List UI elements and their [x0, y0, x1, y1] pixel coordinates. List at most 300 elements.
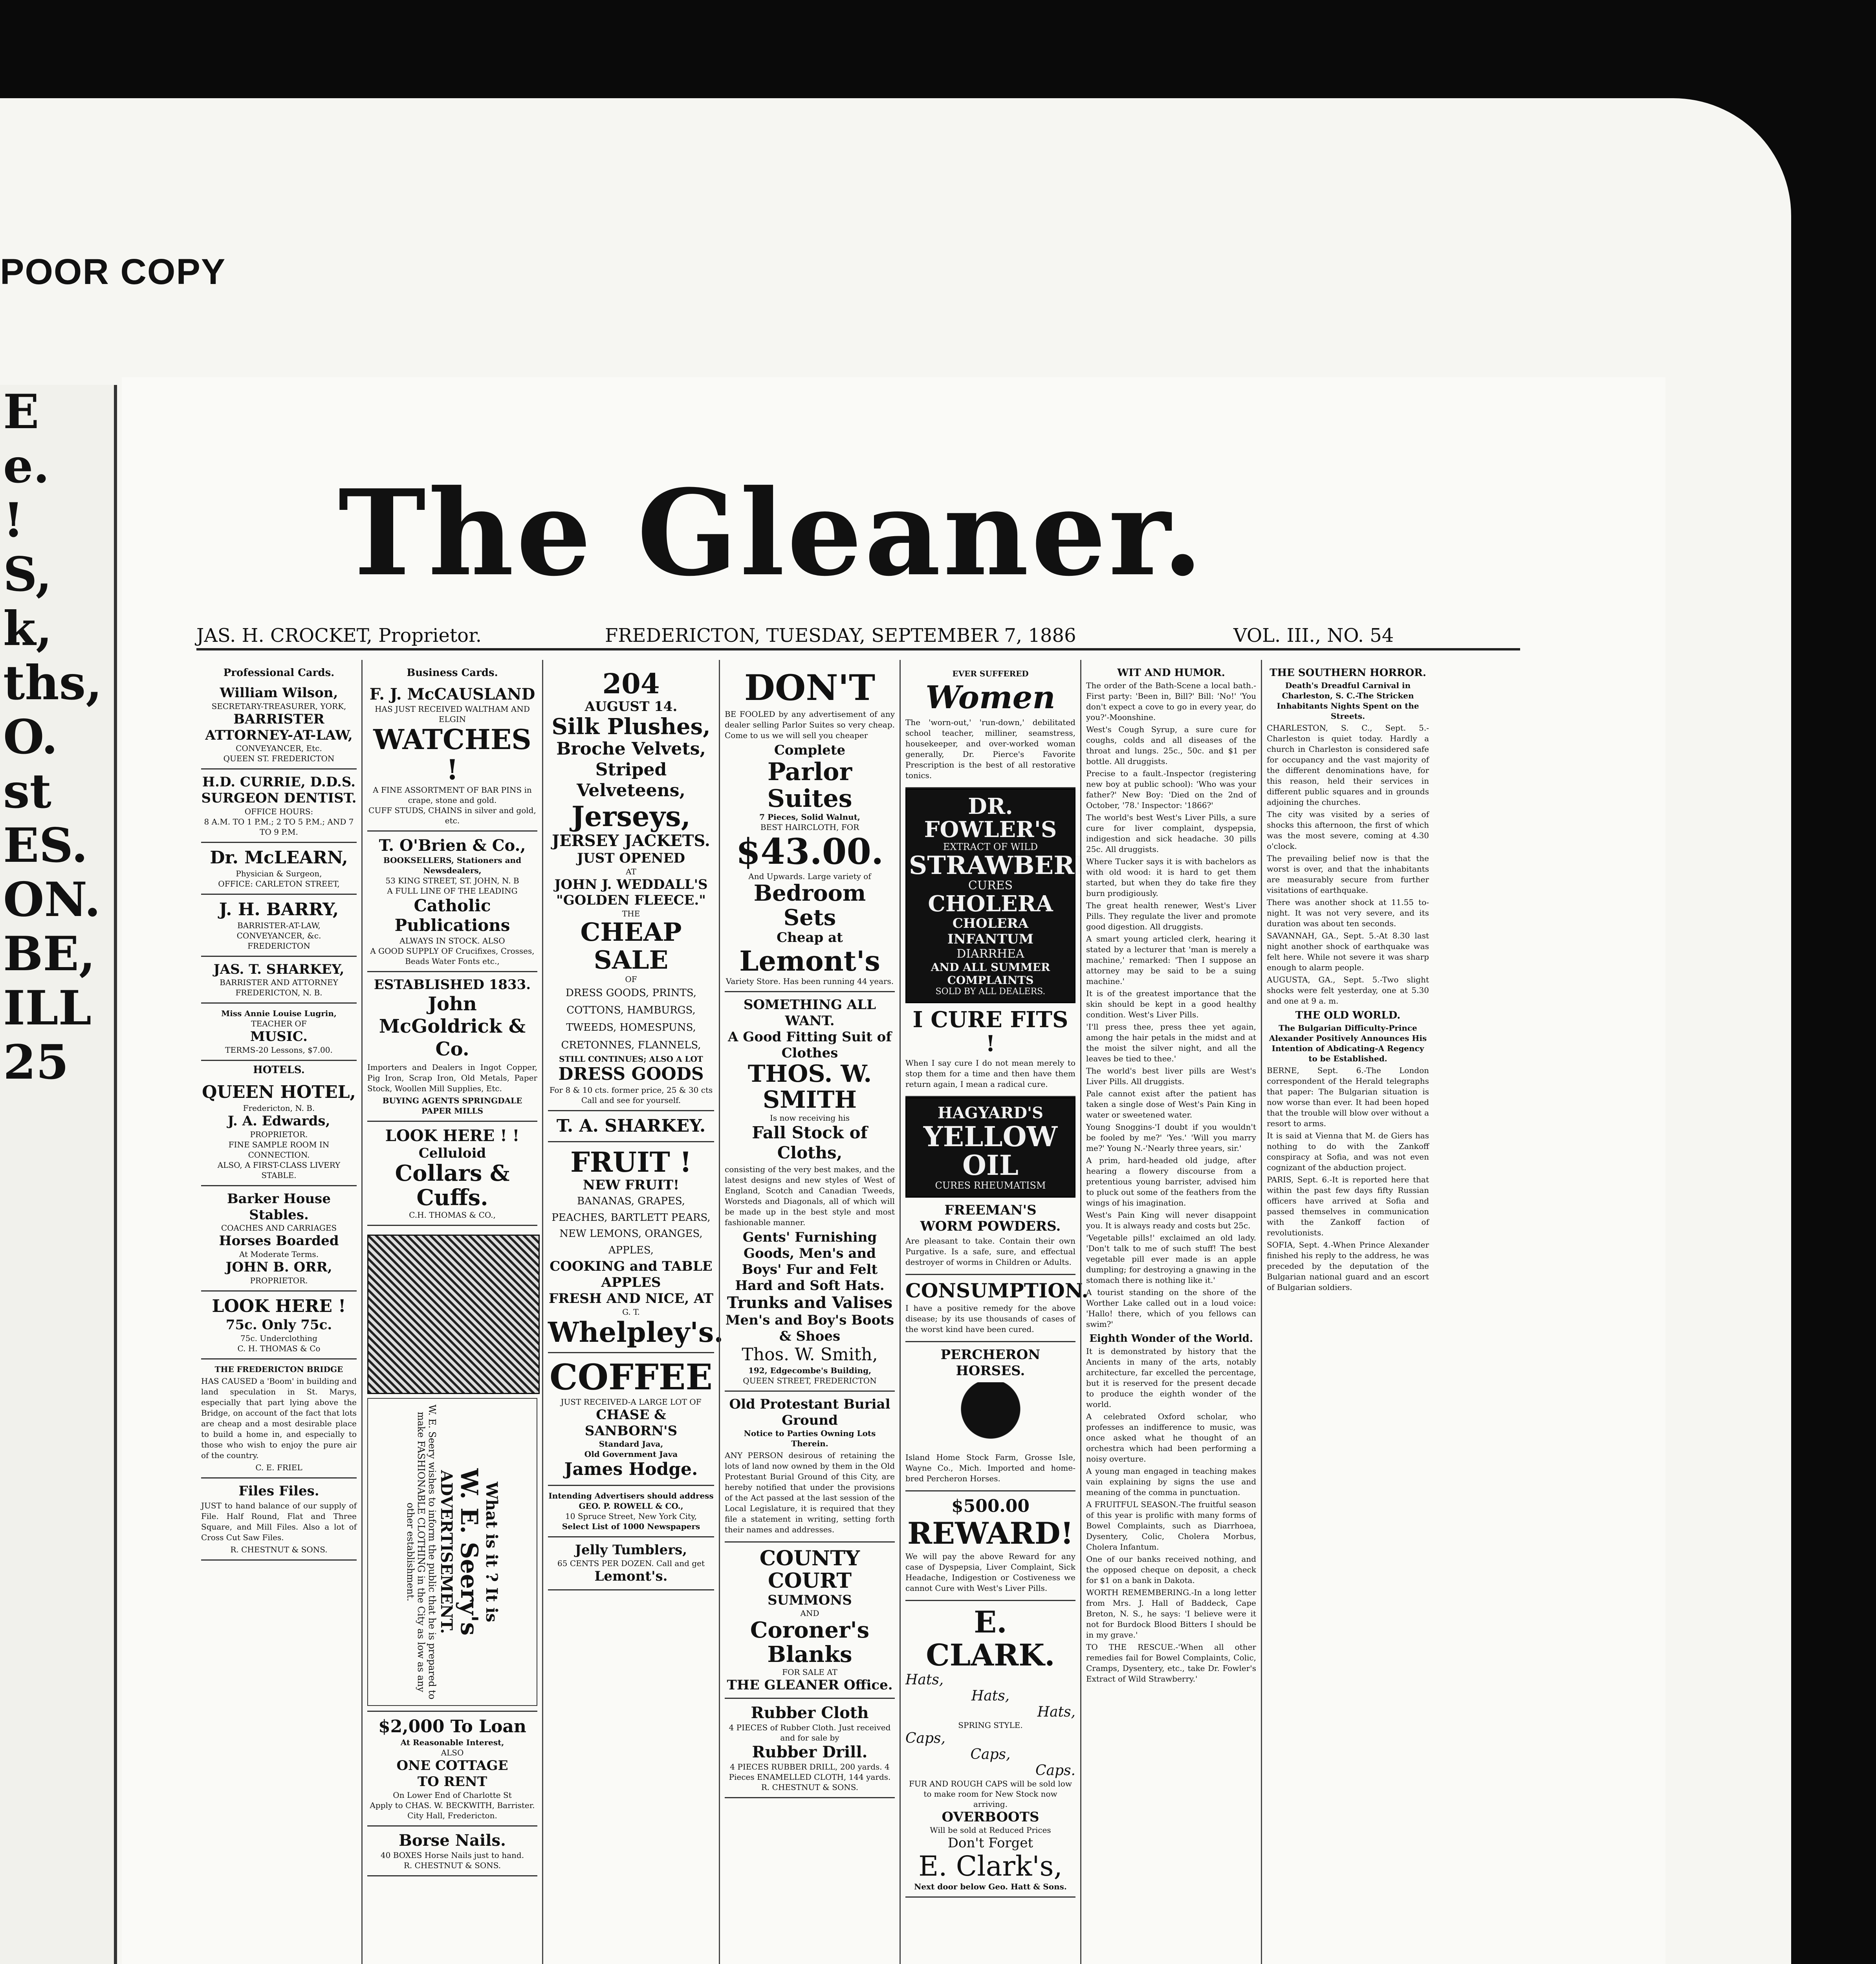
ad-lemont: [725, 664, 895, 992]
notice-headline: Old Protestant Burial Ground: [729, 1396, 890, 1428]
ad-line: And Upwards. Large variety of: [748, 872, 871, 881]
ad-line: At Reasonable Interest,: [400, 1738, 504, 1748]
card-owner-title: PROPRIETOR.: [250, 1275, 308, 1285]
previous-page-edge: [0, 385, 117, 1964]
ad-smith: [725, 992, 895, 1392]
ad-cure-fits: [905, 1003, 1075, 1097]
paragraph: The world's best liver pills are West's Liver Pills. All druggists.: [1086, 1066, 1256, 1086]
edge-fragment: k,: [3, 601, 52, 656]
card-subject: MUSIC.: [250, 1029, 308, 1045]
ad-line: Caps,: [970, 1746, 1011, 1762]
ad-line: JERSEY JACKETS.: [552, 831, 710, 850]
ad-line: CURES RHEUMATISM: [935, 1180, 1046, 1191]
ad-line: DIARRHEA: [956, 947, 1024, 961]
paragraph: The prevailing belief now is that the worst is over, and that the inhabitants are measurably secure from further visitations of earthquake.: [1267, 854, 1429, 895]
ad-list: DRESS GOODS, PRINTS, COTTONS, HAMBURGS, TWEEDS, HOMESPUNS, CRETONNES, FLANNELS,: [561, 987, 701, 1051]
ad-line: CHOLERA INFANTUM: [947, 915, 1034, 947]
ad-whelpley: [548, 1142, 724, 1353]
ad-name: F. J. McCAUSLAND: [369, 685, 535, 704]
rotated-ad-box: [367, 1398, 537, 1706]
paragraph: PARIS, Sept. 6.-It is reported here that within the past few days fifty Russian officers have arrived at Sofia and passed themselves in communication with the Zankoff faction of revolutionists.: [1267, 1175, 1429, 1237]
ad-text: HAS CAUSED a 'Boom' in building and land speculation in St. Marys, especially that part lying above the Bridge, on account of the fact that lots are cheap and a most desirable place to build a home in, and especially to those who wish to enjoy the pure air of the country.: [201, 1376, 357, 1460]
ad-borse-nails: [367, 1827, 537, 1876]
column-business-cards: [361, 660, 542, 1964]
ad-established: ESTABLISHED 1833.: [374, 977, 531, 993]
ad-line: CUFF STUDS, CHAINS in silver and gold, etc.: [368, 806, 536, 825]
column-heading: Professional Cards.: [223, 667, 335, 679]
ad-headline: CONSUMPTION.: [905, 1279, 1088, 1303]
ad-line: TO RENT: [417, 1773, 487, 1790]
card-note: ALSO, A FIRST-CLASS LIVERY STABLE.: [217, 1160, 341, 1180]
ad-headline: LOOK HERE !: [212, 1296, 346, 1316]
ad-headline: Jelly Tumblers,: [575, 1542, 687, 1558]
card-mclearn: [201, 843, 357, 895]
edge-fragment: ES.: [3, 818, 88, 873]
paragraph: A smart young articled clerk, hearing it stated by a lecturer that 'man is merely a machine,' remarked: 'Then I suppose an attorney may be said to be a suing machine.': [1086, 934, 1256, 986]
ad-line: DRESS GOODS: [558, 1064, 704, 1084]
ad-line: "GOLDEN FLEECE.": [556, 892, 706, 909]
card-role: CONVEYANCER, Etc.: [236, 744, 322, 753]
card-currie: [201, 769, 357, 843]
paragraph: It is of the greatest importance that the skin should be kept in a good healthy condition. West's Liver Pills.: [1086, 989, 1256, 1019]
ad-text: 40 BOXES Horse Nails just to hand.: [380, 1850, 524, 1860]
paragraph: The city was visited by a series of shocks this afternoon, the first of which was the most severe, coming at 4.30 o'clock.: [1267, 810, 1429, 851]
ad-headline: I CURE FITS !: [912, 1006, 1068, 1057]
ad-sharkey: [548, 1111, 714, 1143]
card-name: William Wilson,: [220, 685, 338, 701]
ad-line: Gents' Furnishing Goods, Men's and Boys' Fur and Felt Hard and Soft Hats.: [735, 1229, 885, 1293]
ad-name: JOHN J. WEDDALL'S: [554, 876, 708, 892]
card-place: QUEEN ST. FREDERICTON: [223, 754, 335, 764]
ad-name: John McGoldrick & Co.: [379, 993, 526, 1060]
ad-headline: Parlor Suites: [767, 757, 852, 813]
edge-fragment: E: [3, 384, 39, 440]
ad-name: E. CLARK.: [926, 1605, 1055, 1673]
ad-price: $43.00.: [736, 831, 884, 873]
ad-headline: CHEAP SALE: [580, 918, 682, 975]
ad-sign: C.H. THOMAS & CO.,: [409, 1210, 496, 1220]
ad-list: BANANAS, GRAPES, PEACHES, BARTLETT PEARS, NEW LEMONS, ORANGES, APPLES,: [551, 1195, 711, 1256]
ad-line: Men's and Boy's Boots & Shoes: [725, 1312, 894, 1345]
ad-line: ONE COTTAGE: [396, 1758, 508, 1774]
ad-line: A FINE ASSORTMENT OF BAR PINS in crape, stone and gold.: [373, 785, 532, 805]
paragraph: A FRUITFUL SEASON.-The fruitful season of this year is prolific with many forms of Bowel Complaints, such as Diarrhoea, Dysentery, Colic, Cholera Morbus, Cholera Infantum.: [1086, 1500, 1256, 1552]
card-barker: [201, 1186, 357, 1292]
ad-text: Are pleasant to take. Contain their own Purgative. Is a safe, sure, and effectual destroyer of worms in Children or Adults.: [905, 1236, 1075, 1267]
horse-icon: [955, 1382, 1026, 1449]
paragraph: SOFIA, Sept. 4.-When Prince Alexander finished his reply to the address, he was preceded by the deputation of the Bulgarian national guard and an escort of Bulgarian soldiers.: [1267, 1240, 1429, 1292]
ad-loan: [367, 1712, 537, 1826]
paragraph: CHARLESTON, S. C., Sept. 5.-Charleston is quiet today. Hardly a church in Charleston is considered safe for occupancy and the vast majority of the different denominations have, for this reason, held their services in different public squares and in grounds adjoining the churches.: [1267, 723, 1429, 807]
column-heading: Business Cards.: [407, 667, 498, 679]
ad-women: [905, 664, 1075, 788]
ad-place: QUEEN STREET, FREDERICTON: [743, 1376, 877, 1385]
card-wilson: [201, 680, 357, 769]
ad-headline: Women: [925, 679, 1055, 716]
paragraph: Where Tucker says it is with bachelors as with old wood: it is hard to get them started, but when they do take fire they burn prodigiously.: [1086, 857, 1256, 898]
paragraph: 'Vegetable pills!' exclaimed an old lady. 'Don't talk to me of such stuff! The best vegetable pill ever made is an apple dumpling; for destroying a gnawing in the stomach there is nothing like it.': [1086, 1233, 1256, 1285]
ad-reward: [905, 1491, 1075, 1601]
ad-headline: Catholic Publications: [394, 896, 510, 935]
ad-line: Jerseys,: [572, 800, 691, 833]
card-name: QUEEN HOTEL,: [202, 1082, 356, 1103]
notice-subhead: Notice to Parties Owning Lots Therein.: [744, 1429, 876, 1449]
ad-line: Broche Velvets,: [556, 739, 706, 759]
newspaper-page: [122, 377, 1665, 1964]
ad-headline: Files Files.: [238, 1483, 319, 1499]
column-news: [1261, 660, 1434, 1964]
paragraph: A celebrated Oxford scholar, who professes an indifference to music, was once asked what he thought of an orchestra which had been performing a noisy overture.: [1086, 1412, 1256, 1464]
ad-mcgoldrick: [367, 972, 537, 1122]
edge-fragment: ILL: [3, 980, 92, 1036]
ad-line: 7 Pieces, Solid Walnut,: [759, 812, 860, 822]
ad-line: Complete: [774, 742, 846, 758]
ad-text: consisting of the very best makes, and the latest designs and new styles of West of England, Scotch and Canadian Tweeds, Worsteds and Diagonals, all of which will be made up in the best style and most fashionable manner.: [725, 1165, 895, 1228]
card-queen-hotel: [201, 1077, 357, 1186]
card-name: J. H. BARRY,: [219, 899, 339, 920]
card-title: SECRETARY-TREASURER, YORK,: [211, 701, 346, 711]
ad-name: James Hodge.: [564, 1459, 698, 1480]
paragraph: There was another shock at 11.55 to-night. It was not very severe, and its duration was about ten seconds.: [1267, 898, 1429, 928]
paragraph: AUGUSTA, GA., Sept. 5.-Two slight shocks were felt yesterday, one at 5.30 and one at 9 a. m.: [1267, 975, 1429, 1006]
card-title: BARRISTER AND ATTORNEY: [220, 978, 338, 987]
ad-headline: Rubber Cloth: [751, 1704, 869, 1722]
ad-files: [201, 1478, 357, 1561]
edge-fragment: st: [3, 764, 51, 819]
ad-line: CURES: [968, 878, 1013, 892]
paragraph: WORTH REMEMBERING.-In a long letter from Mrs. J. Hall of Baddeck, Cape Breton, N. S., he says: 'I believe were it not for Burdock Blood Bitters I should be in my grave.': [1086, 1588, 1256, 1640]
ad-name: Whelpley's.: [548, 1315, 724, 1348]
paragraph: A tourist standing on the shore of the Worther Lake called out in a loud voice: 'Hallo! there, which of you fellows can swim?': [1086, 1288, 1256, 1329]
edge-fragment: BE,: [3, 926, 95, 982]
ad-sign: Apply to CHAS. W. BECKWITH, Barrister. City Hall, Fredericton.: [370, 1800, 535, 1820]
ad-line: CHOLERA: [928, 890, 1053, 917]
column-heading: THE OLD WORLD.: [1295, 1009, 1401, 1021]
ad-weddall: [548, 664, 714, 1111]
card-note: FINE SAMPLE ROOM IN CONNECTION.: [228, 1140, 330, 1160]
card-title: SURGEON DENTIST.: [201, 790, 357, 806]
ad-line: HAS JUST RECEIVED WALTHAM AND ELGIN: [375, 704, 530, 724]
ad-line: Hats,: [1037, 1704, 1075, 1720]
ad-mccausland: [367, 680, 537, 832]
ad-seery: [367, 1226, 537, 1712]
ad-title: BOOKSELLERS, Stationers and Newsdealers,: [383, 856, 522, 875]
ad-headline: THE FREDERICTON BRIDGE: [214, 1364, 343, 1374]
place-date: FREDERICTON, TUESDAY, SEPTEMBER 7, 1886: [605, 625, 1076, 647]
ad-name: T. A. SHARKEY.: [556, 1116, 706, 1136]
card-name: H.D. CURRIE, D.D.S.: [202, 774, 356, 790]
ad-line: BEST HAIRCLOTH, FOR: [760, 823, 859, 832]
ad-headline: Fall Stock of Cloths,: [752, 1123, 868, 1162]
woodcut-illustration: [367, 1235, 540, 1394]
ad-line: BUYING AGENTS SPRINGDALE PAPER MILLS: [382, 1096, 522, 1116]
ad-clark: [905, 1601, 1075, 1898]
card-place: FREDERICTON: [247, 941, 310, 951]
ad-line: On Lower End of Charlotte St: [393, 1790, 512, 1800]
ad-text: 4 PIECES RUBBER DRILL, 200 yards. 4 Pieces ENAMELLED CLOTH, 144 yards.: [729, 1762, 891, 1782]
card-role: ATTORNEY-AT-LAW,: [205, 727, 353, 743]
card-line: COACHES AND CARRIAGES: [221, 1223, 337, 1233]
card-line: Horses Boarded: [219, 1233, 339, 1249]
ad-name: THOS. W. SMITH: [747, 1060, 872, 1114]
ad-rubber: [725, 1699, 895, 1798]
ad-headline: LOOK HERE ! !: [385, 1127, 520, 1145]
ad-headline: WORM POWDERS.: [920, 1218, 1061, 1234]
ad-name: HAGYARD'S: [937, 1103, 1044, 1122]
ad-headline: Bedroom Sets: [753, 880, 866, 931]
ad-name: T. O'Brien & Co.,: [379, 836, 526, 855]
ad-line: Variety Store. Has been running 44 years.: [725, 977, 894, 986]
ad-text: When I say cure I do not mean merely to stop them for a time and then have them return again, I mean a radical cure.: [905, 1058, 1075, 1089]
ad-coffee: [548, 1353, 714, 1486]
paragraph: One of our banks received nothing, and the opposed cheque on deposit, a check for $1 on a bank in Dakota.: [1086, 1554, 1256, 1585]
card-lugrin: [201, 1004, 357, 1061]
card-office: OFFICE: CARLETON STREET,: [218, 879, 340, 889]
paragraph: The order of the Bath-Scene a local bath.-First party: 'Been in, Bill?' Bill: 'No!' 'You don't expect a cove to go in every year, do you?'-Moonshine.: [1086, 681, 1256, 722]
ad-line: SOLD BY ALL DEALERS.: [935, 986, 1046, 997]
ad-line: SPRING STYLE.: [958, 1720, 1023, 1730]
ad-amount: $500.00: [951, 1496, 1030, 1516]
paragraph: The world's best West's Liver Pills, a sure cure for liver complaint, dyspepsia, indigestion and sick headache. 30 pills 25c. All druggists.: [1086, 813, 1256, 854]
ad-consumption: [905, 1275, 1088, 1342]
paragraph: West's Cough Syrup, a sure cure for coughs, colds and all diseases of the throat and lungs. 25c., 50c. and $1 per bottle. All druggists.: [1086, 725, 1256, 766]
ad-sign: Thos. W. Smith,: [742, 1344, 878, 1365]
notice-burial: [725, 1392, 895, 1543]
edge-fragment: O.: [3, 709, 58, 765]
ad-name: DR. FOWLER'S: [924, 793, 1057, 843]
card-line: At Moderate Terms.: [239, 1249, 319, 1259]
ad-line: Don't Forget: [947, 1835, 1033, 1851]
ad-name: E. Clark's,: [918, 1850, 1063, 1883]
ad-line: Will be sold at Reduced Prices: [930, 1825, 1051, 1835]
ad-line: A Good Fitting Suit of Clothes: [728, 1029, 892, 1061]
ad-sign: R. CHESTNUT & SONS.: [761, 1783, 859, 1792]
rotated-line: ADVERTISEMENT.: [437, 1470, 456, 1634]
ad-line: Intending Advertisers should address: [548, 1491, 714, 1501]
ad-headline: Borse Nails.: [399, 1831, 506, 1850]
paragraph: Precise to a fault.-Inspector (registering new boy at public school): 'Who was your father?' New Boy: 'Died on the 2nd of October, '78.' Inspector: '1866?': [1086, 769, 1256, 810]
ad-headline: FRUIT !: [570, 1146, 692, 1179]
card-role: CONVEYANCER, &c.: [236, 931, 321, 940]
paragraph: BERNE, Sept. 6.-The London correspondent of the Herald telegraphs that paper: The Bulgarian situation is now worse than ever. It had been hoped that the trouble will blow over without a resort to arms.: [1267, 1066, 1429, 1128]
card-place: FREDERICTON, N. B.: [235, 988, 322, 998]
ad-line: Call and see for yourself.: [581, 1095, 681, 1105]
edge-fragment: S,: [3, 547, 52, 602]
ad-line: JUST RECEIVED-A LARGE LOT OF: [561, 1397, 702, 1407]
ad-line: Old Government Java: [584, 1449, 678, 1459]
paragraph: A prim, hard-headed old judge, after hearing a flowery discourse from a pretentious young barrister, advised him to pluck out some of the feathers from the wings of his imagination.: [1086, 1156, 1256, 1207]
ad-headline: COUNTY COURT: [759, 1546, 860, 1593]
ad-headline: REWARD!: [907, 1515, 1074, 1551]
ad-sign: R. CHESTNUT & SONS.: [230, 1545, 328, 1555]
ad-headline: STRAWBERRY: [909, 850, 1113, 880]
card-owner-title: PROPRIETOR.: [250, 1129, 308, 1139]
ad-headline: PERCHERON HORSES.: [940, 1347, 1041, 1379]
ad-line: AND: [800, 1609, 819, 1618]
column-heading: THE SOUTHERN HORROR.: [1270, 667, 1426, 679]
card-owner: J. A. Edwards,: [227, 1113, 330, 1129]
ad-line: SUMMONS: [768, 1592, 852, 1608]
ad-line: ALWAYS IN STOCK. ALSO: [399, 936, 505, 945]
paragraph: Young Snoggins-'I doubt if you wouldn't be fooled by me?' 'Yes.' 'Will you marry me?' Young N.-'Nearly three years, sir.': [1086, 1122, 1256, 1153]
column-patent-medicines: [900, 660, 1113, 1964]
ad-percheron: [905, 1342, 1075, 1491]
card-name: JAS. T. SHARKEY,: [213, 961, 344, 977]
ad-address: 10 Spruce Street, New York City,: [565, 1511, 697, 1521]
card-owner: JOHN B. ORR,: [225, 1259, 332, 1275]
ad-text: Importers and Dealers in Ingot Copper, Pig Iron, Scrap Iron, Old Metals, Paper Stock, Woollen Mill Supplies, Etc.: [367, 1063, 537, 1094]
ad-text: 4 PIECES of Rubber Cloth. Just received and for sale by: [729, 1723, 891, 1743]
ad-name: GEO. P. ROWELL & CO.,: [579, 1501, 683, 1511]
ad-text: FUR AND ROUGH CAPS will be sold low to make room for New Stock now arriving.: [909, 1779, 1072, 1809]
ad-line: COOKING and TABLE APPLES: [550, 1259, 713, 1291]
ad-hagyards: [905, 1097, 1075, 1198]
ad-line: Trunks and Valises: [727, 1293, 893, 1312]
ad-celluloid: [367, 1122, 537, 1226]
masthead-title: The Gleaner.: [338, 464, 1206, 602]
subheading: Eighth Wonder of the World.: [1089, 1333, 1253, 1345]
column-wit-humor: [1080, 660, 1261, 1964]
ad-line: Celluloid: [418, 1145, 486, 1162]
ad-line: Is now receiving his: [769, 1113, 850, 1123]
ad-line: A FULL LINE OF THE LEADING: [387, 886, 518, 896]
ad-line: Hats,: [971, 1687, 1010, 1704]
paragraph: SAVANNAH, GA., Sept. 5.-At 8.30 last night another shock of earthquake was felt here. While not severe it was sharp enough to alarm people.: [1267, 931, 1429, 972]
ad-headline: Rubber Drill.: [752, 1743, 868, 1762]
ad-sign: C. E. FRIEL: [255, 1462, 302, 1472]
paragraph: Pale cannot exist after the patient has taken a single dose of West's Pain King in water or sweetened water.: [1086, 1089, 1256, 1119]
ad-headline: COFFEE: [549, 1356, 713, 1398]
card-place: Fredericton, N. B.: [243, 1103, 315, 1113]
ad-line: EXTRACT OF WILD: [943, 841, 1038, 852]
paragraph: 'I'll press thee, press thee yet again, among the hair petals in the midst and at the moist the silver night, and all the leaves be tied to thee.': [1086, 1022, 1256, 1063]
ad-headline: WATCHES !: [373, 723, 531, 786]
ad-county-court: [725, 1543, 895, 1699]
ad-price: 75c. Only 75c.: [225, 1317, 332, 1333]
rotated-headline: W. E. Seery's: [455, 1468, 483, 1636]
column-professional-cards: [196, 660, 361, 1964]
ad-sign: R. CHESTNUT & SONS.: [403, 1860, 501, 1870]
ad-line: Standard Java,: [599, 1439, 663, 1449]
ad-headline: $2,000 To Loan: [378, 1717, 526, 1737]
ad-sign: C. H. THOMAS & Co: [237, 1343, 321, 1353]
ad-headline: Coroner's Blanks: [750, 1617, 870, 1668]
card-name: Barker House Stables.: [227, 1191, 331, 1223]
subheading: Death's Dreadful Carnival in Charleston, S. C.-The Stricken Inhabitants Nights Spent on the Streets.: [1277, 681, 1419, 721]
ad-line: CHASE & SANBORN'S: [584, 1407, 678, 1439]
card-sharkey: [201, 957, 357, 1004]
ad-line: Caps.: [1035, 1762, 1075, 1779]
card-name: Miss Annie Louise Lugrin,: [221, 1009, 337, 1019]
ad-number: 204: [602, 667, 660, 700]
paragraph: A young man engaged in teaching makes vain explaining by signs the use and meaning of the comma in punctuation.: [1086, 1466, 1256, 1497]
ad-line: AT: [626, 867, 636, 876]
ad-rowell: [548, 1486, 714, 1537]
paragraph: TO THE RESCUE.-'When all other remedies fail for Bowel Complaints, Colic, Cramps, Dysentery, etc., take Dr. Fowler's Extract of Wild Strawberry.': [1086, 1642, 1256, 1684]
ad-fowlers: [905, 788, 1113, 1003]
volume: VOL. III., NO. 54: [1233, 625, 1394, 647]
ad-line: Select List of 1000 Newspapers: [562, 1522, 700, 1532]
ad-line: ALSO: [441, 1748, 464, 1758]
paragraph: It is said at Vienna that M. de Giers has nothing to do with the Zankoff conspiracy at Sofia, and was not even cognizant of the abduction project.: [1267, 1131, 1429, 1172]
dateline: [196, 625, 1520, 650]
ad-line: JUST OPENED: [577, 850, 685, 866]
ad-line: FOR SALE AT: [782, 1667, 837, 1677]
edge-fragment: ON.: [3, 872, 101, 927]
ad-name: FREEMAN'S: [944, 1202, 1037, 1218]
ad-line: THE: [622, 909, 640, 919]
ad-line: THE GLEANER Office.: [727, 1677, 893, 1693]
ad-text: Island Home Stock Farm, Grosse Isle, Wayne Co., Mich. Imported and home-bred Percheron Horses.: [905, 1452, 1075, 1483]
ad-headline: DON'T: [744, 667, 876, 709]
ad-line: Striped Velveteens,: [577, 760, 685, 801]
subheading: The Bulgarian Difficulty-Prince Alexander Positively Announces His Intention of Abdicating-A Regency to be Established.: [1269, 1023, 1427, 1063]
ad-line: G. T.: [622, 1307, 640, 1317]
paragraph: It is demonstrated by history that the Ancients in many of the arts, notably architecture, far excelled the percentage, but it is reserved for the present decade to produce the eighth wonder of the world.: [1086, 1347, 1256, 1409]
card-terms: TERMS-20 Lessons, $7.00.: [225, 1045, 333, 1055]
ad-headline: YELLOW OIL: [923, 1120, 1058, 1182]
ad-text: I have a positive remedy for the above disease; by its use thousands of cases of the worst kind have been cured.: [905, 1303, 1075, 1334]
ad-address: 53 KING STREET, ST. JOHN, N. B: [385, 876, 519, 885]
card-title: Physician & Surgeon,: [236, 868, 322, 878]
ad-bridge: [201, 1359, 357, 1478]
rotated-ad-text: [405, 1403, 500, 1701]
ad-line: Caps,: [905, 1730, 945, 1746]
edge-fragment: 25: [3, 1035, 69, 1090]
ad-line: Cheap at: [777, 930, 843, 946]
column-heading: WIT AND HUMOR.: [1117, 667, 1225, 679]
rotated-line: What is it ? It is: [482, 1482, 501, 1623]
card-hours: 8 A.M. TO 1 P.M.; 2 TO 5 P.M.; AND 7 TO 9 P.M.: [204, 817, 354, 837]
ad-line: 65 CENTS PER DOZEN. Call and get: [557, 1559, 705, 1568]
ad-date: AUGUST 14.: [584, 699, 678, 715]
ad-text: The 'worn-out,' 'run-down,' debilitated school teacher, milliner, seamstress, housekeeper, and over-worked woman generally, Dr. Pierce's Favorite Prescription is the best of all restorative tonics.: [905, 718, 1075, 780]
notice-text: ANY PERSON desirous of retaining the lots of land now owned by them in the Old Protestant Burial Ground of this City, are hereby notified that under the provisions of the Act passed at the last session of the Local Legislature, it is required that they file a statement in writing, setting forth their names and addresses.: [725, 1451, 895, 1535]
ad-headline: OVERBOOTS: [942, 1809, 1039, 1825]
ad-name: Lemont's.: [594, 1568, 668, 1585]
ad-line: 75c. Underclothing: [240, 1333, 317, 1343]
card-role: BARRISTER: [233, 711, 324, 727]
card-hours-label: OFFICE HOURS:: [244, 806, 313, 816]
card-title: TEACHER OF: [251, 1019, 307, 1029]
ad-obrien: [367, 832, 537, 972]
ad-name: Lemont's: [739, 945, 880, 978]
hotels-heading: HOTELS.: [253, 1064, 305, 1076]
ad-headline: Collars & Cuffs.: [395, 1160, 510, 1211]
proprietor: JAS. H. CROCKET, Proprietor.: [196, 625, 482, 647]
ad-line: For 8 & 10 cts. former price, 25 & 30 cts: [549, 1085, 713, 1095]
ad-address: 192, Edgecombe's Building,: [748, 1365, 872, 1375]
ad-line: A GOOD SUPPLY OF Crucifixes, Crosses, Beads Water Fonts etc.,: [370, 946, 535, 966]
edge-fragment: ths,: [3, 655, 103, 711]
ad-jelly: [548, 1537, 714, 1590]
ad-line: Silk Plushes,: [551, 713, 711, 740]
card-name: Dr. McLEARN,: [210, 847, 348, 868]
paragraph: The great health renewer, West's Liver Pills. They regulate the liver and promote good digestion. All druggists.: [1086, 901, 1256, 931]
ad-line: NEW FRUIT!: [583, 1177, 680, 1193]
ad-line: AND ALL SUMMER COMPLAINTS: [931, 960, 1050, 987]
ad-text: We will pay the above Reward for any case of Dyspepsia, Liver Complaint, Sick Headache, Indigestion or Costiveness we cannot Cure with West's Liver Pills.: [905, 1552, 1075, 1593]
ad-line: OF: [625, 974, 637, 984]
edge-fragment: e.: [3, 438, 50, 494]
paragraph: West's Pain King will never disappoint you. It is always ready and costs but 25c.: [1086, 1210, 1256, 1230]
poor-copy-label: POOR COPY: [0, 252, 226, 292]
column-weddall: [542, 660, 724, 1964]
ad-line: EVER SUFFERED: [952, 669, 1029, 678]
card-barry: [201, 895, 357, 957]
ad-text: JUST to hand balance of our supply of File. Half Round, Flat and Three Square, and Mill Files. Also a lot of Cross Cut Saw Files.: [201, 1501, 357, 1543]
ad-look-here: [201, 1292, 357, 1359]
